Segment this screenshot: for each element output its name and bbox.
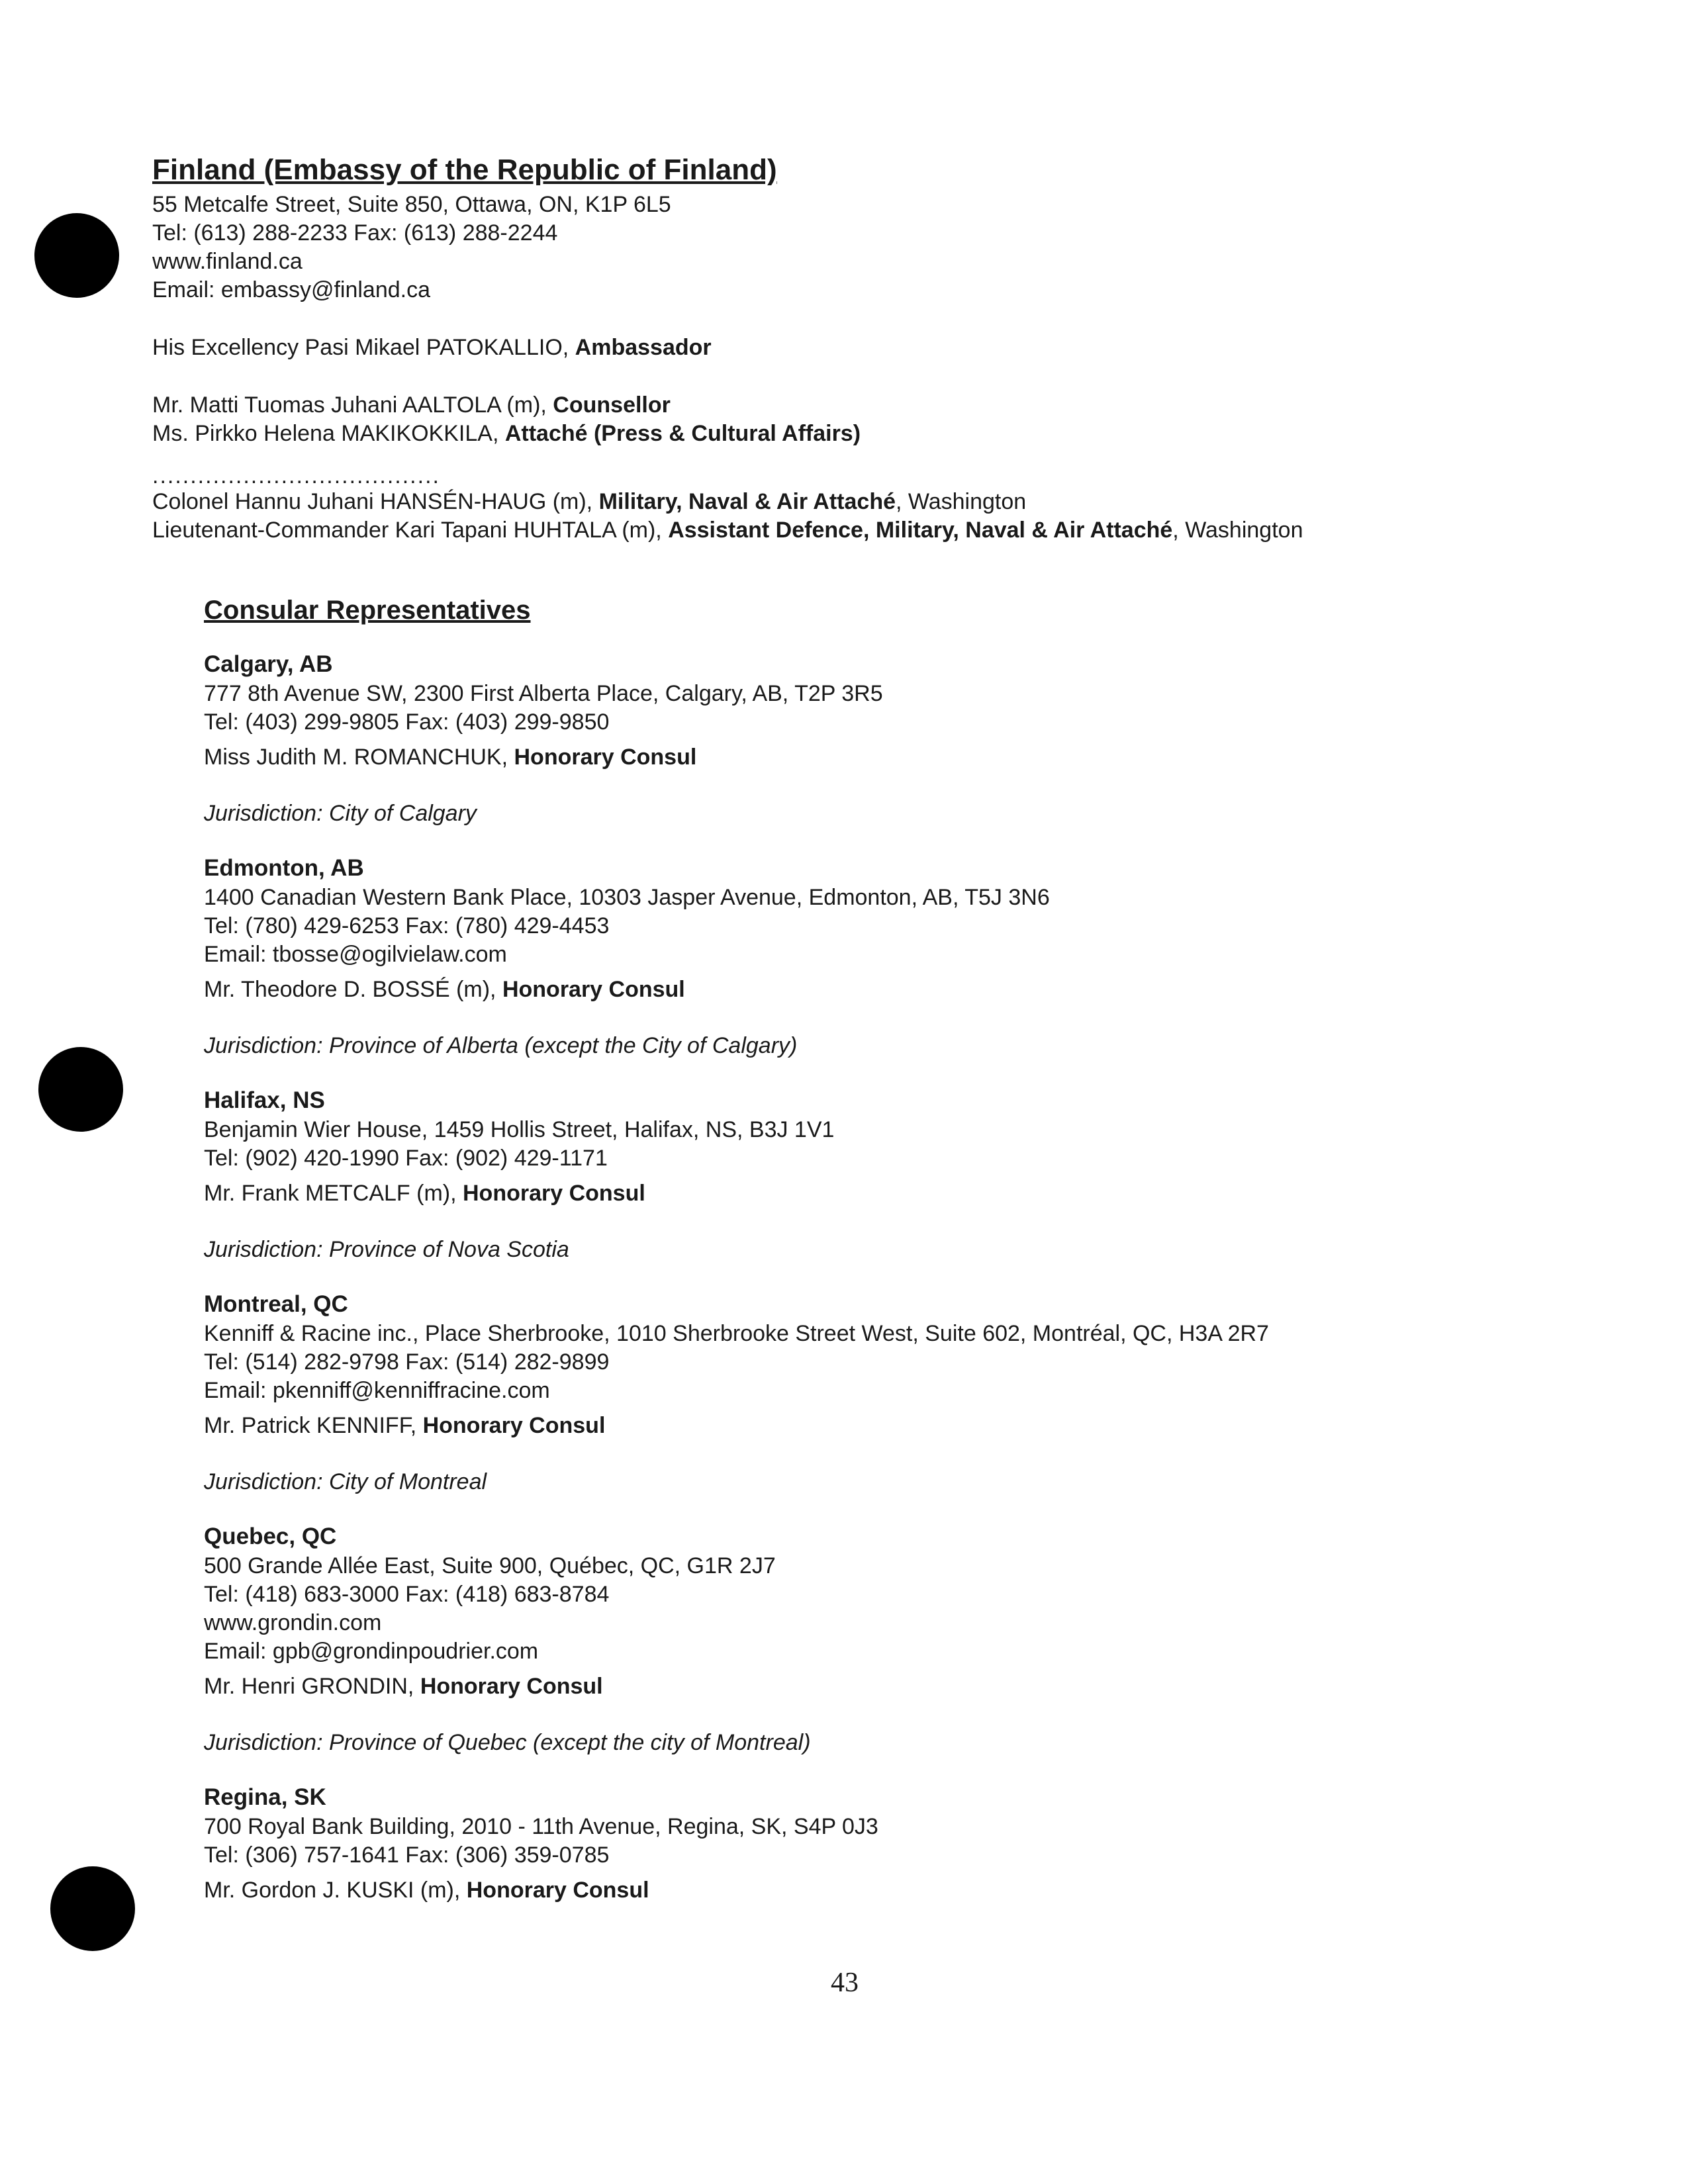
embassy-section [152,154,1542,545]
consulate-detail-line: Tel: (403) 299-9805 Fax: (403) 299-9850 [204,709,610,735]
consulate-block [204,649,1528,828]
jurisdiction: Jurisdiction: City of Montreal [204,1469,487,1494]
jurisdiction: Jurisdiction: City of Calgary [204,801,477,826]
punch-hole [34,213,119,298]
page-number: 43 [831,1968,859,1998]
consul-title: Honorary Consul [514,745,697,770]
ambassador-line [152,334,1542,362]
consulate-detail-line: Benjamin Wier House, 1459 Hollis Street, Halifax, NS, B3J 1V1 [204,1117,835,1142]
consulate-detail-line: 1400 Canadian Western Bank Place, 10303 Jasper Avenue, Edmonton, AB, T5J 3N6 [204,885,1050,910]
consul-line [204,1876,1528,1905]
consul-name: Mr. Henri GRONDIN, [204,1674,420,1699]
person-location: , Washington [1172,518,1303,543]
attache-row [152,488,1542,516]
staff-row [152,391,1542,420]
consular-offices [204,649,1528,1905]
consul-title: Honorary Consul [466,1878,649,1903]
consulate-block [204,1782,1528,1905]
person-name: Ms. Pirkko Helena MAKIKOKKILA, [152,421,505,446]
consulate-city: Quebec, QC [204,1524,337,1549]
consulate-detail-line: Email: gpb@grondinpoudrier.com [204,1639,539,1664]
person-title: Assistant Defence, Military, Naval & Air Attaché [668,518,1173,543]
consul-name: Miss Judith M. ROMANCHUK, [204,745,514,770]
consulate-city: Edmonton, AB [204,855,364,881]
person-title: Attaché (Press & Cultural Affairs) [504,421,861,446]
embassy-address: 55 Metcalfe Street, Suite 850, Ottawa, ON, K1P 6L5 [152,192,671,217]
consul-line [204,1672,1528,1701]
embassy-email: Email: embassy@finland.ca [152,277,431,302]
jurisdiction: Jurisdiction: Province of Alberta (except the City of Calgary) [204,1033,798,1058]
staff-row [152,420,1542,448]
attache-list [152,488,1542,545]
consulate-detail-line: Kenniff & Racine inc., Place Sherbrooke, 1010 Sherbrooke Street West, Suite 602, Montréal, QC, H3A 2R7 [204,1321,1269,1346]
consulate-block [204,1085,1528,1264]
consul-line [204,976,1528,1004]
consul-name: Mr. Frank METCALF (m), [204,1181,463,1206]
consular-section [204,596,1528,1930]
separator: ...................................... [152,463,440,488]
person-name: Colonel Hannu Juhani HANSÉN-HAUG (m), [152,489,599,514]
consulate-detail-line: 777 8th Avenue SW, 2300 First Alberta Place, Calgary, AB, T2P 3R5 [204,681,883,706]
embassy-title: Finland (Embassy of the Republic of Finland) [152,154,777,186]
consulate-city: Regina, SK [204,1784,326,1810]
consulate-block [204,1522,1528,1757]
embassy-website: www.finland.ca [152,249,303,274]
consular-heading: Consular Representatives [204,596,531,625]
consulate-detail-line: 500 Grande Allée East, Suite 900, Québec, QC, G1R 2J7 [204,1553,776,1578]
consul-name: Mr. Gordon J. KUSKI (m), [204,1878,467,1903]
consulate-city: Montreal, QC [204,1291,348,1317]
consulate-detail-line: Tel: (306) 757-1641 Fax: (306) 359-0785 [204,1843,610,1868]
consulate-city: Halifax, NS [204,1087,325,1113]
person-location: , Washington [896,489,1027,514]
consul-title: Honorary Consul [463,1181,645,1206]
embassy-phones: Tel: (613) 288-2233 Fax: (613) 288-2244 [152,220,558,246]
punch-hole [38,1047,123,1132]
consulate-detail-line: Tel: (902) 420-1990 Fax: (902) 429-1171 [204,1146,608,1171]
consulate-block [204,853,1528,1060]
consulate-detail-line: Email: tbosse@ogilvielaw.com [204,942,507,967]
attache-row [152,516,1542,545]
person-title: Military, Naval & Air Attaché [598,489,896,514]
consulate-detail-line: Tel: (418) 683-3000 Fax: (418) 683-8784 [204,1582,610,1607]
consul-title: Honorary Consul [422,1413,606,1438]
consul-title: Honorary Consul [420,1674,603,1699]
consul-title: Honorary Consul [502,977,685,1002]
person-title: Counsellor [553,392,671,418]
ambassador-title: Ambassador [575,335,712,360]
person-name: Mr. Matti Tuomas Juhani AALTOLA (m), [152,392,553,418]
consulate-detail-line: www.grondin.com [204,1610,382,1635]
consul-name: Mr. Patrick KENNIFF, [204,1413,423,1438]
consulate-detail-line: Tel: (780) 429-6253 Fax: (780) 429-4453 [204,913,610,938]
consul-line [204,743,1528,772]
punch-hole [50,1866,135,1951]
consulate-block [204,1289,1528,1496]
jurisdiction: Jurisdiction: Province of Quebec (except the city of Montreal) [204,1730,811,1755]
consul-line [204,1412,1528,1440]
staff-list [152,391,1542,448]
consulate-detail-line: Tel: (514) 282-9798 Fax: (514) 282-9899 [204,1349,610,1375]
consulate-detail-line: Email: pkenniff@kenniffracine.com [204,1378,550,1403]
person-name: Lieutenant-Commander Kari Tapani HUHTALA (m), [152,518,669,543]
ambassador-name: His Excellency Pasi Mikael PATOKALLIO, [152,335,575,360]
jurisdiction: Jurisdiction: Province of Nova Scotia [204,1237,569,1262]
consulate-detail-line: 700 Royal Bank Building, 2010 - 11th Avenue, Regina, SK, S4P 0J3 [204,1814,878,1839]
consul-line [204,1179,1528,1208]
consul-name: Mr. Theodore D. BOSSÉ (m), [204,977,502,1002]
consulate-city: Calgary, AB [204,651,333,677]
